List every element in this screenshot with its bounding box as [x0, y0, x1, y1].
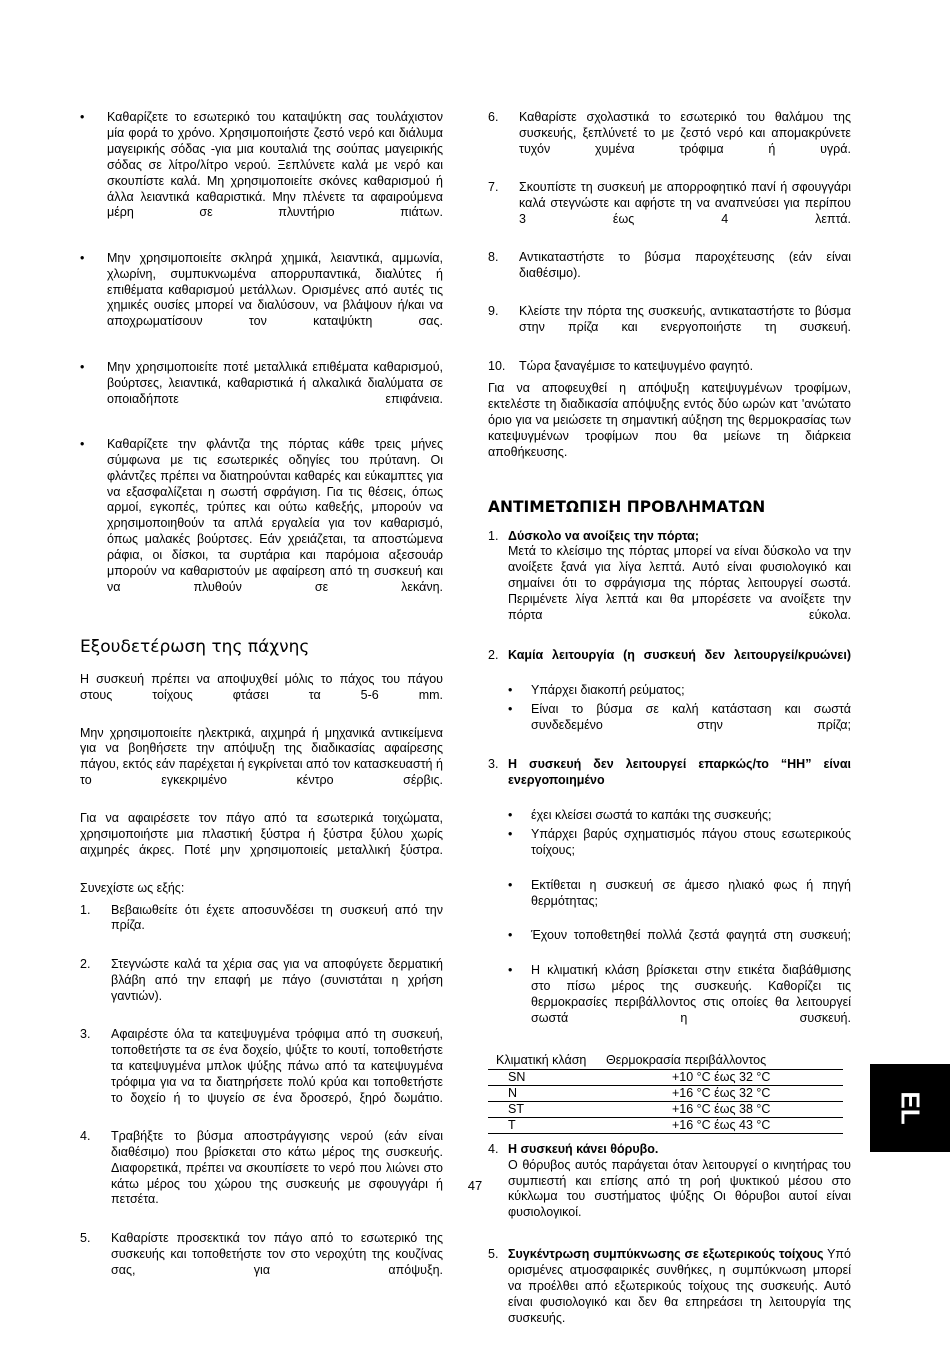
list-item: • Καθαρίζετε το εσωτερικό του καταψύκτη σας τουλάχιστον μία φορά το χρόνο. Χρησιμοποιήστε ζεστό νερό και διάλυμα μαγειρικής σόδας -για μια κουταλιά της σούπας μαγειρικής σόδας σε λίτρο/λίτρο νερού. Ξεπλύνετε καλά με νερό και σκουπίστε καλά. Μη χρησιμοποιείτε σκόνες καθαρισμού ή άλλα λειαντικά καθαριστικά. Μην πλένετε τα αφαιρούμενα μέρη σε πλυντήριο πιάτων.: [80, 110, 443, 220]
table-row: [488, 1117, 843, 1133]
defrost-steps: [80, 903, 443, 1295]
table-row: [488, 1069, 843, 1085]
list-item: 1. Βεβαιωθείτε ότι έχετε αποσυνδέσει τη συσκευή από την πρίζα.: [80, 902, 443, 933]
table-header-row: [488, 1053, 843, 1070]
list-item: • Μην χρησιμοποιείτε ποτέ μεταλλικά επιθέματα καθαρισμού, βούρτσες, λειαντικά, καθαριστικά ή αλκαλικά διαλύματα σε οποιαδήποτε επιφάνεια.: [80, 359, 443, 406]
list-item: • Υπάρχει βαρύς σχηματισμός πάγου στους εσωτερικούς τοίχους;: [508, 826, 851, 857]
table-cell: ST: [488, 1101, 606, 1117]
problem-title: Δύσκολο να ανοίξεις την πόρτα;: [508, 528, 700, 543]
table-row: [488, 1101, 843, 1117]
list-item: 8. Αντικαταστήστε το βύσμα παροχέτευσης (εάν είναι διαθέσιμο).: [488, 250, 851, 281]
list-item: 3. Η συσκευή δεν λειτουργεί επαρκώς/το “HH” είναι ενεργοποιημένο • έχει κλείσει σωστά το καπάκι της συσκευής; • Υπάρχει βαρύς σχηματισμός πάγου στους εσωτερικούς τοίχους; • Εκτίθεται η συσκευή σε άμεσο ηλιακό φως ή πηγή θερμότητας; • Έχουν τοποθετηθεί πολλά ζεστά φαγητά στη συσκευή; • Η κλιματική κλάση βρίσκεται στην ετικέτα διαβάθμισης στο πίσω μέρος της συσκευής. Καθορίζει τις θερμοκρασίες περιβάλλοντος στις οποίες θα λειτουργεί σωστά η συσκευή.: [488, 757, 851, 1042]
paragraph: Για να αποφευχθεί η απόψυξη κατεψυγμένων τροφίμων, εκτελέστε τη διαδικασία απόψυξης εντός δύο ωρών κατ 'ανώτατο όριο για να μειώσετε τη σημαντική αύξηση της θερμοκρασίας των κατεψυγμένων τροφίμων που θα μείωνε τη διάρκεια αποθήκευσης.: [488, 381, 851, 459]
list-item: 5. Συγκέντρωση συμπύκνωσης σε εξωτερικούς τοίχους Υπό ορισμένες ατμοσφαιρικές συνθήκες, η συμπύκνωση μπορεί να προέλθει από εξωτερικούς τοίχους της συσκευής. Αυτό είναι φυσιολογικό και δεν θα επηρεάσει τη λειτουργία της συσκευής.: [488, 1247, 851, 1325]
table-cell: +16 °C έως 38 °C: [606, 1101, 843, 1117]
list-item: • Υπάρχει διακοπή ρεύματος;: [508, 682, 685, 697]
table-cell: +16 °C έως 43 °C: [606, 1117, 843, 1133]
list-item: 9. Κλείστε την πόρτα της συσκευής, αντικαταστήστε το βύσμα στην πρίζα και ενεργοποιήστε τη συσκευή.: [488, 304, 851, 335]
column-header: Θερμοκρασία περιβάλλοντος: [606, 1053, 843, 1070]
list-item: • έχει κλείσει σωστά το καπάκι της συσκευής;: [508, 808, 772, 823]
climate-class-table: [488, 1053, 843, 1134]
table-cell: +16 °C έως 32 °C: [606, 1085, 843, 1101]
table-row: [488, 1085, 843, 1101]
language-tab: EL: [870, 1064, 950, 1152]
troubleshooting-list: [488, 529, 851, 1043]
table-cell: SN: [488, 1069, 606, 1085]
list-item: 7. Σκουπίστε τη συσκευή με απορροφητικό πανί ή σφουγγάρι καλά στεγνώστε και αφήστε τη να αναπνεύσει για περίπου 3 έως 4 λεπτά.: [488, 180, 851, 226]
column-header: Κλιματική κλάση: [488, 1053, 606, 1070]
list-item: 4. Η συσκευή κάνει θόρυβο. Ο θόρυβος αυτός παράγεται όταν λειτουργεί ο κινητήρας του συμπιεστή και επίσης από τη ροή ψυκτικού μέσου στο κύκλωμα του συστήματος ψύξης Οι θόρυβοι αυτοί είναι φυσιολογικοί.: [488, 1141, 851, 1220]
problem-title: Η συσκευή κάνει θόρυβο.: [508, 1141, 659, 1156]
list-item: 3. Αφαιρέστε όλα τα κατεψυγμένα τρόφιμα από τη συσκευή, τοποθετήστε τα σε ένα δοχείο, ψύξτε το κουτί, τοποθετήστε τα κατεψυγμένα μπλοκ ψύξης πάνω από τα κατεψυγμένα τρόφιμα για να τα διατηρήσετε πολύ κρύα και τοποθετήστε το δοχείο ή το ψυγείο σε ένα δροσερό, ξηρό δωμάτιο.: [80, 1026, 443, 1105]
page-number: 47: [467, 1178, 483, 1193]
right-column: [488, 110, 851, 1351]
list-item: • Εκτίθεται η συσκευή σε άμεσο ηλιακό φως ή πηγή θερμότητας;: [508, 877, 851, 908]
defrost-heading: Εξουδετέρωση της πάχνης: [80, 636, 310, 657]
list-item: 5. Καθαρίστε προσεκτικά τον πάγο από το εσωτερικό της συσκευής και τοποθετήστε τον στο νεροχύτη της κουζίνας σας, για απόψυξη.: [80, 1230, 443, 1277]
list-item: 10. Τώρα ξαναγέμισε το κατεψυγμένο φαγητό.: [488, 358, 754, 373]
list-item: 1. Δύσκολο να ανοίξεις την πόρτα; Μετά το κλείσιμο της πόρτας μπορεί να είναι δύσκολο να την ανοίξετε ξανά για λίγα λεπτά. Αυτό είναι φυσιολογικό και σημαίνει ότι το σφράγισμα της πόρτας λειτουργεί σωστά. Περιμένετε λίγα λεπτά και θα μπορέσετε να ανοίξετε την πόρτα εύκολα.: [488, 528, 851, 623]
troubleshooting-heading: ΑΝΤΙΜΕΤΩΠΙΣΗ ΠΡΟΒΛΗΜΑΤΩΝ: [488, 497, 766, 516]
left-column: [80, 110, 443, 1301]
list-item: • Μην χρησιμοποιείτε σκληρά χημικά, λειαντικά, αμμωνία, χλωρίνη, συμπυκνωμένα απορρυπαντικά, διαλύτες ή επιθέματα καθαρισμού μετάλλων. Ορισμένες από αυτές τις χημικές ουσίες μπορεί να διαλύσουν, να βλάψουν ή/και να αποχρωματίσουν τον καταψύκτη σας.: [80, 250, 443, 329]
problem-title: Η συσκευή δεν λειτουργεί επαρκώς/το “HH” είναι ενεργοποιημένο: [508, 757, 851, 788]
list-item: • Η κλιματική κλάση βρίσκεται στην ετικέτα διαβάθμισης στο πίσω μέρος της συσκευής. Καθορίζει τις θερμοκρασίες περιβάλλοντος στις οποίες θα λειτουργεί σωστά η συσκευή.: [508, 963, 851, 1025]
paragraph: Μην χρησιμοποιείτε ηλεκτρικά, αιχμηρά ή μηχανικά αντικείμενα για να βοηθήσετε την απόψυξη της διαδικασίας αφαίρεσης πάγου, εκτός εάν παρέχεται ή εγκρίνεται από τον κατασκευαστή ή το εγκεκριμένο κέντρο σέρβις.: [80, 725, 443, 788]
problem-title: Συγκέντρωση συμπύκνωσης σε εξωτερικούς τοίχους: [508, 1247, 824, 1262]
list-item: • Καθαρίζετε την φλάντζα της πόρτας κάθε τρεις μήνες σύμφωνα με τις εσωτερικές οδηγίες του πρύτανη. Οι φλάντζες πρέπει να διατηρούνται καθαρές και εύκαμπτες για να εξασφαλίζεται η σωστή σφράγιση. Για τις θέσεις, όπως αρμοί, εγκοπές, τρύπες και ούτω καθεξής, μπορούν να χρησιμοποιηθούν τα απλά εργαλεία για τον καθαρισμό, όπως μαλακές βούρτσες. Εάν χρειάζεται, τα αποστώμενα ράφια, οι δίσκοι, τα συρτάρια και παρόμοια αξεσουάρ μπορούν να καθαριστούν με αφαίρεση από τη συσκευή και να πλυθούν σε λεκάνη.: [80, 436, 443, 594]
paragraph: Η συσκευή πρέπει να αποψυχθεί μόλις το πάχος του πάγου στους τοίχους φτάσει τα 5-6 mm.: [80, 671, 443, 702]
list-item: • Έχουν τοποθετηθεί πολλά ζεστά φαγητά στη συσκευή;: [508, 928, 851, 943]
problem-title: Καμία λειτουργία (η συσκευή δεν λειτουργεί/κρυώνει): [508, 647, 851, 662]
list-item: 2. Καμία λειτουργία (η συσκευή δεν λειτουργεί/κρυώνει) • Υπάρχει διακοπή ρεύματος; • Είναι το βύσμα σε καλή κατάσταση και σωστά συνδεδεμένο στην πρίζα;: [488, 648, 851, 749]
list-item: 2. Στεγνώστε καλά τα χέρια σας για να αποφύγετε δερματική βλάβη από την επαφή με πάγο (συνιστάται η χρήση γαντιών).: [80, 956, 443, 1003]
paragraph: Για να αφαιρέσετε τον πάγο από τα εσωτερικά τοιχώματα, χρησιμοποιήστε μια πλαστική ξύστρα ή ξύστρα ξύλου χωρίς αιχμηρές άκρες. Ποτέ μην χρησιμοποιείς μεταλλική ξύστρα.: [80, 811, 443, 857]
paragraph: Συνεχίστε ως εξής:: [80, 880, 185, 895]
table-cell: +10 °C έως 32 °C: [606, 1069, 843, 1085]
cleaning-bullets: [80, 110, 443, 612]
list-item: 4. Τραβήξτε το βύσμα αποστράγγισης νερού (εάν είναι διαθέσιμο) που βρίσκεται στο κάτω μέρος της συσκευής. Διαφορετικά, πρέπει να σκουπίσετε το νερό που λιώνει στο κάτω μέρος του χώρου της συσκευής με σφουγγάρι ή πετσέτα.: [80, 1128, 443, 1207]
table-cell: N: [488, 1085, 606, 1101]
table-cell: T: [488, 1117, 606, 1133]
defrost-steps-continued: [488, 110, 851, 375]
list-item: • Είναι το βύσμα σε καλή κατάσταση και σωστά συνδεδεμένο στην πρίζα;: [508, 701, 851, 732]
list-item: 6. Καθαρίστε σχολαστικά το εσωτερικό του θαλάμου της συσκευής, ξεπλύνετέ το με ζεστό νερό και απομακρύνετε τυχόν χυμένα τρόφιμα ή υγρά.: [488, 110, 851, 156]
troubleshooting-list-continued: [488, 1142, 851, 1343]
